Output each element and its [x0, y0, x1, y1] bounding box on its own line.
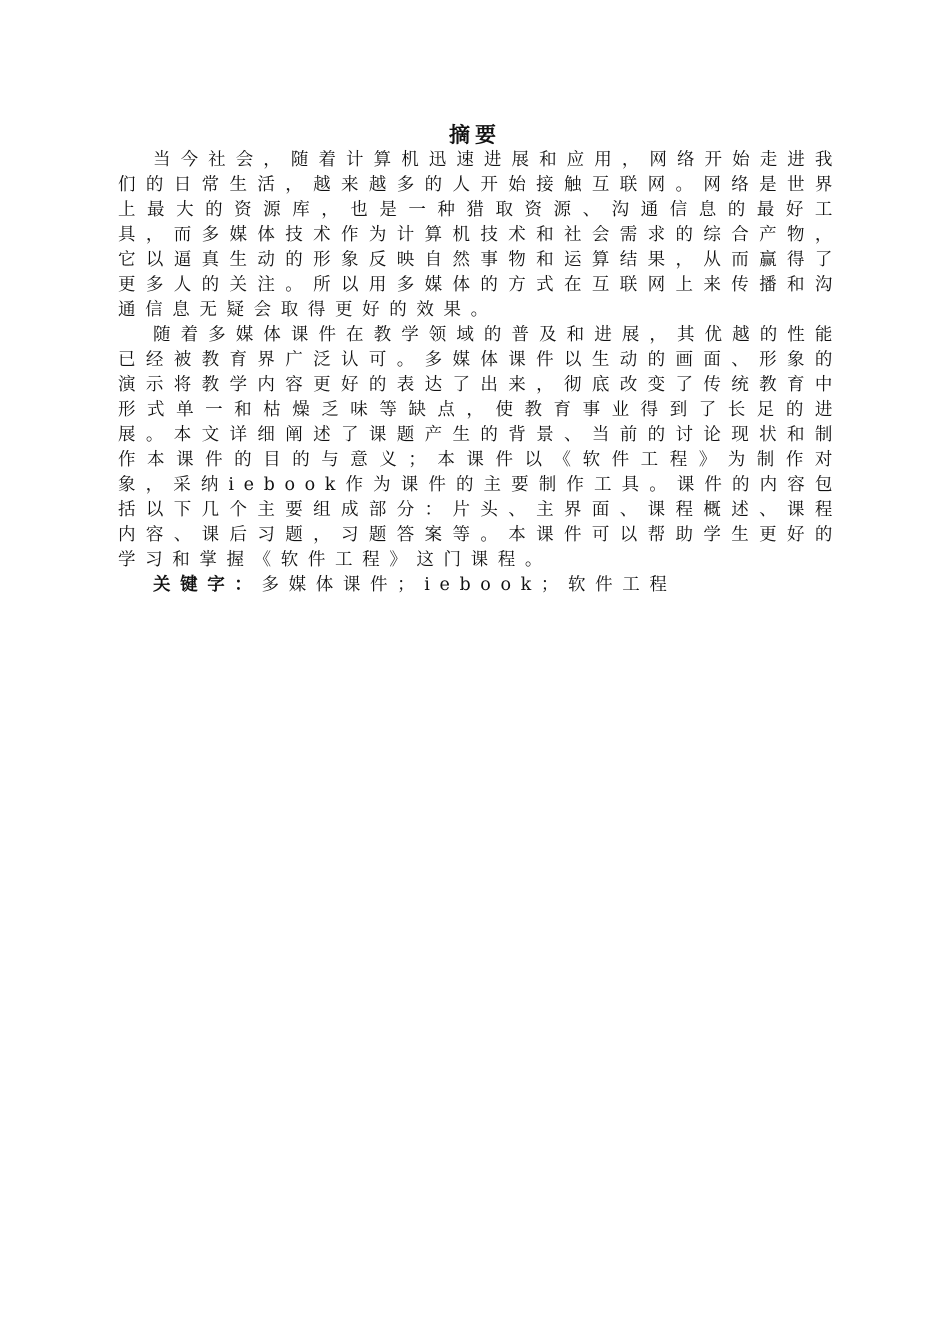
keywords-label: 关键字： — [153, 575, 262, 595]
abstract-body — [118, 148, 842, 598]
abstract-paragraph-1: 当今社会，随着计算机迅速进展和应用，网络开始走进我们的日常生活，越来越多的人开始接触互联网。网络是世界上最大的资源库，也是一种猎取资源、沟通信息的最好工具，而多媒体技术作为计算机技术和社会需求的综合产物，它以逼真生动的形象反映自然事物和运算结果，从而赢得了更多人的关注。所以用多媒体的方式在互联网上来传播和沟通信息无疑会取得更好的效果。 — [118, 150, 842, 320]
keywords-line — [118, 573, 842, 598]
abstract-title: 摘要 — [449, 123, 501, 147]
abstract-paragraph-2: 随着多媒体课件在教学领域的普及和进展，其优越的性能已经被教育界广泛认可。多媒体课件以生动的画面、形象的演示将教学内容更好的表达了出来，彻底改变了传统教育中形式单一和枯燥乏味等缺点，使教育事业得到了长足的进展。本文详细阐述了课题产生的背景、当前的讨论现状和制作本课件的目的与意义；本课件以《软件工程》为制作对象，采纳iebook作为课件的主要制作工具。课件的内容包括以下几个主要组成部分：片头、主界面、课程概述、课程内容、课后习题，习题答案等。本课件可以帮助学生更好的学习和掌握《软件工程》这门课程。 — [118, 325, 842, 570]
keywords-value: 多媒体课件；iebook；软件工程 — [261, 575, 677, 595]
